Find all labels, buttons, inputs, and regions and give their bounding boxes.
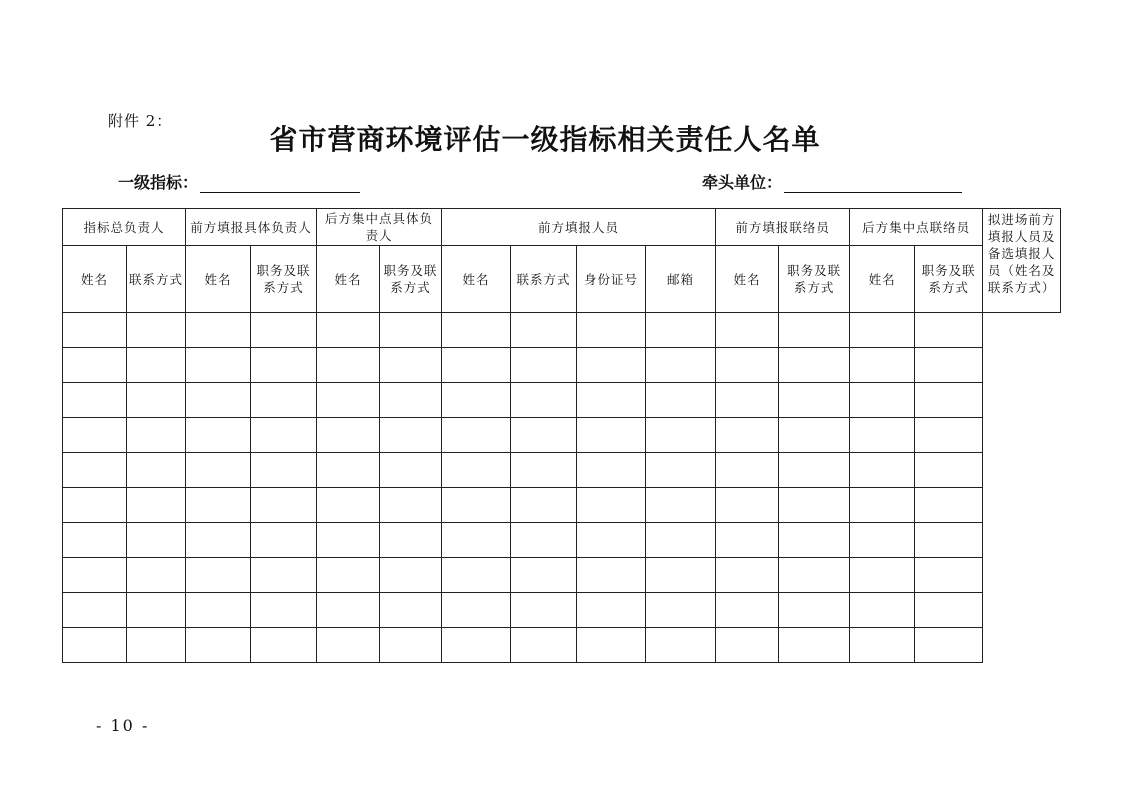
empty-cell[interactable]: [127, 593, 186, 628]
lead-unit-blank-line: [784, 174, 962, 193]
empty-cell[interactable]: [577, 383, 646, 418]
empty-cell[interactable]: [186, 628, 251, 663]
empty-cell[interactable]: [317, 348, 380, 383]
empty-cell[interactable]: [915, 418, 983, 453]
table-row: [63, 383, 1061, 418]
empty-cell[interactable]: [716, 453, 779, 488]
empty-cell[interactable]: [646, 628, 716, 663]
empty-cell[interactable]: [251, 313, 317, 348]
group-header: 前方填报联络员: [716, 209, 850, 246]
empty-cell[interactable]: [63, 313, 127, 348]
group-header: 后方集中点具体负责人: [317, 209, 442, 246]
empty-cell[interactable]: [63, 453, 127, 488]
empty-cell[interactable]: [317, 628, 380, 663]
empty-cell[interactable]: [442, 418, 511, 453]
sub-header: 姓名: [442, 246, 511, 313]
empty-cell[interactable]: [511, 453, 577, 488]
empty-cell[interactable]: [915, 453, 983, 488]
indicator-label: 一级指标：: [118, 173, 199, 192]
empty-cell[interactable]: [251, 383, 317, 418]
empty-cell[interactable]: [380, 418, 442, 453]
empty-cell[interactable]: [511, 313, 577, 348]
empty-cell[interactable]: [646, 488, 716, 523]
empty-cell[interactable]: [716, 593, 779, 628]
empty-cell[interactable]: [317, 383, 380, 418]
empty-cell[interactable]: [779, 313, 850, 348]
empty-cell[interactable]: [186, 453, 251, 488]
empty-cell[interactable]: [915, 383, 983, 418]
empty-cell[interactable]: [779, 488, 850, 523]
empty-cell[interactable]: [577, 313, 646, 348]
empty-cell[interactable]: [779, 558, 850, 593]
empty-cell[interactable]: [511, 348, 577, 383]
sub-header: 姓名: [63, 246, 127, 313]
sub-header: 职务及联系方式: [251, 246, 317, 313]
empty-cell[interactable]: [63, 628, 127, 663]
empty-cell[interactable]: [251, 593, 317, 628]
sub-header: 姓名: [850, 246, 915, 313]
empty-cell[interactable]: [380, 453, 442, 488]
sub-header: 职务及联系方式: [915, 246, 983, 313]
empty-cell[interactable]: [716, 488, 779, 523]
group-header: 前方填报人员: [442, 209, 716, 246]
empty-cell[interactable]: [915, 488, 983, 523]
empty-cell[interactable]: [442, 558, 511, 593]
empty-cell[interactable]: [251, 523, 317, 558]
empty-cell[interactable]: [317, 488, 380, 523]
empty-cell[interactable]: [646, 383, 716, 418]
empty-cell[interactable]: [915, 523, 983, 558]
empty-cell[interactable]: [646, 313, 716, 348]
table-row: [63, 523, 1061, 558]
empty-cell[interactable]: [511, 523, 577, 558]
empty-cell[interactable]: [577, 453, 646, 488]
empty-cell[interactable]: [442, 488, 511, 523]
group-header: 指标总负责人: [63, 209, 186, 246]
group-header: 后方集中点联络员: [850, 209, 983, 246]
empty-cell[interactable]: [380, 488, 442, 523]
empty-cell[interactable]: [850, 348, 915, 383]
empty-cell[interactable]: [716, 348, 779, 383]
empty-cell[interactable]: [850, 488, 915, 523]
empty-cell[interactable]: [850, 558, 915, 593]
empty-cell[interactable]: [779, 383, 850, 418]
empty-cell[interactable]: [511, 593, 577, 628]
empty-cell[interactable]: [716, 523, 779, 558]
empty-cell[interactable]: [380, 348, 442, 383]
empty-cell[interactable]: [442, 313, 511, 348]
empty-cell[interactable]: [779, 523, 850, 558]
empty-cell[interactable]: [317, 558, 380, 593]
empty-cell[interactable]: [915, 348, 983, 383]
empty-cell[interactable]: [127, 453, 186, 488]
table-row: [63, 558, 1061, 593]
empty-cell[interactable]: [915, 628, 983, 663]
empty-cell[interactable]: [186, 348, 251, 383]
empty-cell[interactable]: [646, 453, 716, 488]
empty-cell[interactable]: [127, 488, 186, 523]
empty-cell[interactable]: [63, 418, 127, 453]
sub-header: 姓名: [317, 246, 380, 313]
empty-cell[interactable]: [850, 593, 915, 628]
empty-cell[interactable]: [317, 313, 380, 348]
empty-cell[interactable]: [63, 558, 127, 593]
empty-cell[interactable]: [127, 628, 186, 663]
empty-cell[interactable]: [63, 593, 127, 628]
empty-cell[interactable]: [511, 383, 577, 418]
empty-cell[interactable]: [380, 313, 442, 348]
empty-cell[interactable]: [251, 558, 317, 593]
empty-cell[interactable]: [251, 418, 317, 453]
empty-cell[interactable]: [646, 593, 716, 628]
empty-cell[interactable]: [186, 418, 251, 453]
empty-cell[interactable]: [186, 558, 251, 593]
table-row: [63, 418, 1061, 453]
empty-cell[interactable]: [716, 418, 779, 453]
group-header-row: [63, 209, 1061, 246]
empty-cell[interactable]: [186, 593, 251, 628]
empty-cell[interactable]: [577, 593, 646, 628]
empty-cell[interactable]: [317, 593, 380, 628]
empty-cell[interactable]: [577, 418, 646, 453]
empty-cell[interactable]: [442, 348, 511, 383]
empty-cell[interactable]: [646, 418, 716, 453]
table-body: [63, 313, 1061, 663]
empty-cell[interactable]: [716, 383, 779, 418]
empty-cell[interactable]: [779, 593, 850, 628]
empty-cell[interactable]: [850, 313, 915, 348]
empty-cell[interactable]: [127, 348, 186, 383]
empty-cell[interactable]: [442, 383, 511, 418]
empty-cell[interactable]: [251, 453, 317, 488]
empty-cell[interactable]: [251, 348, 317, 383]
document-title: 省市营商环境评估一级指标相关责任人名单: [269, 123, 821, 156]
sub-header: 职务及联系方式: [380, 246, 442, 313]
empty-cell[interactable]: [442, 628, 511, 663]
empty-cell[interactable]: [127, 418, 186, 453]
responsibility-roster-table: [62, 208, 1061, 663]
empty-cell[interactable]: [511, 488, 577, 523]
empty-cell[interactable]: [317, 523, 380, 558]
empty-cell[interactable]: [511, 558, 577, 593]
table-row: [63, 593, 1061, 628]
empty-cell[interactable]: [127, 313, 186, 348]
empty-cell[interactable]: [380, 383, 442, 418]
empty-cell[interactable]: [779, 628, 850, 663]
empty-cell[interactable]: [716, 313, 779, 348]
sub-header: 联系方式: [127, 246, 186, 313]
empty-cell[interactable]: [779, 453, 850, 488]
empty-cell[interactable]: [127, 383, 186, 418]
indicator-field: [118, 170, 360, 193]
empty-cell[interactable]: [317, 418, 380, 453]
empty-cell[interactable]: [850, 383, 915, 418]
lead-unit-label: 牵头单位：: [702, 173, 783, 192]
empty-cell[interactable]: [577, 523, 646, 558]
sub-header: 身份证号: [577, 246, 646, 313]
empty-cell[interactable]: [915, 313, 983, 348]
sub-header-row: [63, 246, 1061, 313]
empty-cell[interactable]: [251, 628, 317, 663]
empty-cell[interactable]: [779, 348, 850, 383]
empty-cell[interactable]: [646, 558, 716, 593]
empty-cell[interactable]: [716, 558, 779, 593]
empty-cell[interactable]: [380, 593, 442, 628]
lead-unit-field: [702, 170, 962, 193]
empty-cell[interactable]: [511, 418, 577, 453]
empty-cell[interactable]: [442, 593, 511, 628]
sub-header: 邮箱: [646, 246, 716, 313]
table-row: [63, 348, 1061, 383]
table-row: [63, 488, 1061, 523]
empty-cell[interactable]: [577, 348, 646, 383]
indicator-blank-line: [200, 174, 360, 193]
empty-cell[interactable]: [251, 488, 317, 523]
extra-column-header: 拟进场前方填报人员及备选填报人员（姓名及联系方式）: [983, 209, 1061, 313]
empty-cell[interactable]: [63, 348, 127, 383]
empty-cell[interactable]: [442, 523, 511, 558]
empty-cell[interactable]: [646, 523, 716, 558]
sub-header: 联系方式: [511, 246, 577, 313]
empty-cell[interactable]: [127, 523, 186, 558]
empty-cell[interactable]: [850, 628, 915, 663]
empty-cell[interactable]: [850, 523, 915, 558]
sub-header: 职务及联系方式: [779, 246, 850, 313]
empty-cell[interactable]: [779, 418, 850, 453]
empty-cell[interactable]: [850, 453, 915, 488]
empty-cell[interactable]: [380, 558, 442, 593]
table-row: [63, 453, 1061, 488]
empty-cell[interactable]: [380, 628, 442, 663]
table-row: [63, 313, 1061, 348]
empty-cell[interactable]: [127, 558, 186, 593]
annex-label: 附件 2：: [108, 112, 173, 130]
empty-cell[interactable]: [716, 628, 779, 663]
sub-header: 姓名: [186, 246, 251, 313]
empty-cell[interactable]: [577, 628, 646, 663]
empty-cell[interactable]: [186, 523, 251, 558]
group-header: 前方填报具体负责人: [186, 209, 317, 246]
empty-cell[interactable]: [63, 383, 127, 418]
empty-cell[interactable]: [63, 488, 127, 523]
page-number: - 10 -: [96, 716, 150, 735]
sub-header: 姓名: [716, 246, 779, 313]
empty-cell[interactable]: [577, 488, 646, 523]
empty-cell[interactable]: [577, 558, 646, 593]
empty-cell[interactable]: [850, 418, 915, 453]
empty-cell[interactable]: [511, 628, 577, 663]
empty-cell[interactable]: [186, 383, 251, 418]
empty-cell[interactable]: [915, 593, 983, 628]
empty-cell[interactable]: [317, 453, 380, 488]
empty-cell[interactable]: [186, 313, 251, 348]
empty-cell[interactable]: [646, 348, 716, 383]
empty-cell[interactable]: [186, 488, 251, 523]
empty-cell[interactable]: [915, 558, 983, 593]
empty-cell[interactable]: [380, 523, 442, 558]
empty-cell[interactable]: [442, 453, 511, 488]
empty-cell[interactable]: [63, 523, 127, 558]
table-row: [63, 628, 1061, 663]
